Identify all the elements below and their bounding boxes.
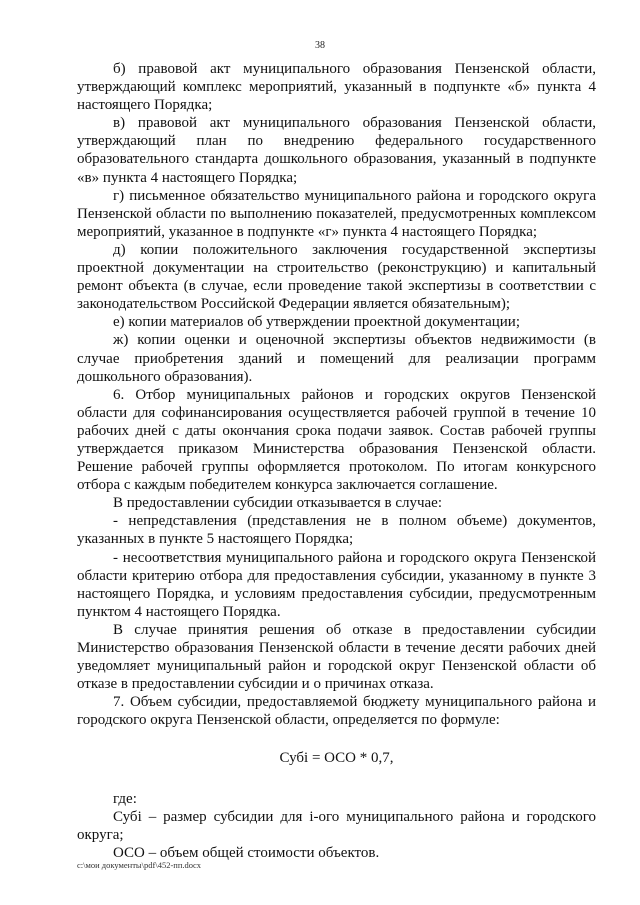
- formula: Субі = ОСО * 0,7,: [279, 750, 394, 767]
- paragraph-refusal-intro: В предоставлении субсидии отказывается в случае:: [113, 495, 443, 512]
- paragraph-zh: ж) копии оценки и оценочной экспертизы объектов недвижимости (в случае приобретения зданий и помещений для реализации программ дошкольного образования).: [77, 332, 596, 385]
- paragraph-7: 7. Объем субсидии, предоставляемой бюджету муниципального района и городского округа Пензенской области, определяется по формуле:: [77, 694, 596, 729]
- formula-def-sub: Субі – размер субсидии для і-ого муниципального района и городского округа;: [77, 808, 596, 843]
- paragraph-b: б) правовой акт муниципального образования Пензенской области, утверждающий комплекс мероприятий, указанный в подпункте «б» пункта 4 настоящего Порядка;: [77, 61, 596, 114]
- footer-file-path: c:\мои документы\pdf\452-пп.docx: [77, 860, 202, 870]
- page-number: 38: [315, 40, 325, 51]
- paragraph-refusal-notice: В случае принятия решения об отказе в предоставлении субсидии Министерство образования Пензенской области в течение десяти рабочих дней уведомляет муниципальный район и городской округ Пензенской области об отказе в предоставлении субсидии и о причинах отказа.: [77, 621, 596, 693]
- paragraph-e: е) копии материалов об утверждении проектной документации;: [113, 314, 520, 331]
- formula-def-oso: ОСО – объем общей стоимости объектов.: [113, 844, 380, 861]
- document-body: [77, 60, 596, 862]
- paragraph-g: г) письменное обязательство муниципального района и городского округа Пензенской области по выполнению показателей, предусмотренных комплексом мероприятий, указанное в подпункте «г» пункта 4 настоящего Порядка;: [77, 187, 596, 240]
- paragraph-refusal-1: - непредставления (представления не в полном объеме) документов, указанных в пункте 5 настоящего Порядка;: [77, 513, 596, 548]
- paragraph-6: 6. Отбор муниципальных районов и городских округов Пензенской области для софинансирования осуществляется рабочей группой в течение 10 рабочих дней с даты окончания срока подачи заявок. Состав рабочей группы утверждается приказом Министерства образования Пензенской области. Решение рабочей группы оформляется протоколом. По итогам конкурсного отбора с каждым победителем конкурса заключается соглашение.: [77, 386, 596, 494]
- paragraph-d: д) копии положительного заключения государственной экспертизы проектной документации на строительство (реконструкцию) и капитальный ремонт объекта (в случае, если проведение такой экспертизы в соответствии с законодательством Российской Федерации является обязательным);: [77, 241, 596, 313]
- paragraph-v: в) правовой акт муниципального образования Пензенской области, утверждающий план по внедрению федерального государственного образовательного стандарта дошкольного образования, указанный в подпункте «в» пункта 4 настоящего Порядка;: [77, 115, 596, 186]
- paragraph-refusal-2: - несоответствия муниципального района и городского округа Пензенской области критерию отбора для предоставления субсидии, указанному в пункте 3 настоящего Порядка, и условиям предоставления субсидии, предусмотренным пунктом 4 настоящего Порядка.: [77, 549, 596, 620]
- formula-where: где:: [113, 790, 137, 807]
